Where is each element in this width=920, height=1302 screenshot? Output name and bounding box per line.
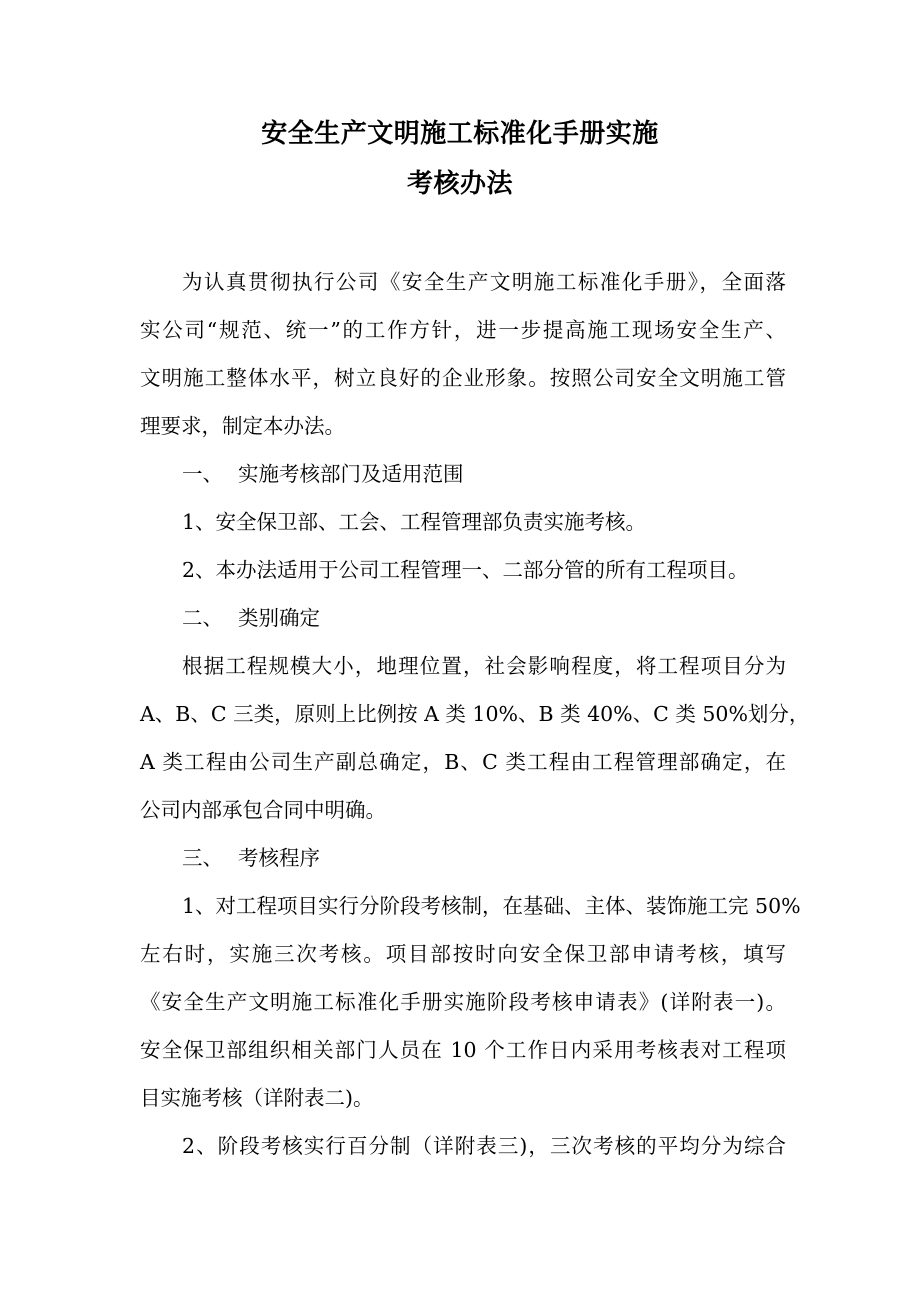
section-3-item-1-line-1: 1、对工程项目实行分阶段考核制，在基础、主体、装饰施工完 50% xyxy=(182,894,801,918)
section-2-para-line-2: A、B、C 三类，原则上比例按 A 类 10%、B 类 40%、C 类 50%划分， xyxy=(140,702,810,726)
document-title-line1: 安全生产文明施工标准化手册实施 xyxy=(261,119,659,149)
section-3-item-1-line-4: 安全保卫部组织相关部门人员在 10 个工作日内采用考核表对工程项 xyxy=(140,1038,786,1062)
section-3-item-2-line-1: 2、阶段考核实行百分制（详附表三)，三次考核的平均分为综合 xyxy=(182,1134,786,1158)
section-2-para-line-4: 公司内部承包合同中明确。 xyxy=(140,798,386,822)
section-2-para-line-3: A 类工程由公司生产副总确定，B、C 类工程由工程管理部确定，在 xyxy=(140,750,786,774)
section-2-number: 二、 xyxy=(182,606,223,630)
section-1-item-2: 2、本办法适用于公司工程管理一、二部分管的所有工程项目。 xyxy=(182,558,749,582)
document-title-line2: 考核办法 xyxy=(406,169,513,199)
intro-line-2: 实公司“规范、统一”的工作方针，进一步提高施工现场安全生产、 xyxy=(140,318,786,342)
section-2-title: 类别确定 xyxy=(238,606,320,630)
section-3-number: 三、 xyxy=(182,846,223,870)
section-1-title: 实施考核部门及适用范围 xyxy=(238,462,464,486)
intro-line-4: 理要求，制定本办法。 xyxy=(140,414,345,438)
section-3-item-1-line-3: 《安全生产文明施工标准化手册实施阶段考核申请表》(详附表一)。 xyxy=(140,990,786,1014)
section-3-heading xyxy=(182,848,320,869)
section-3-item-1-line-5: 目实施考核（详附表二)。 xyxy=(140,1086,374,1110)
section-2-para-line-1: 根据工程规模大小，地理位置，社会影响程度，将工程项目分为 xyxy=(182,654,786,678)
intro-line-3: 文明施工整体水平，树立良好的企业形象。按照公司安全文明施工管 xyxy=(140,366,786,390)
section-2-heading xyxy=(182,608,320,629)
section-3-title: 考核程序 xyxy=(238,846,320,870)
section-3-item-1-line-2: 左右时，实施三次考核。项目部按时向安全保卫部申请考核，填写 xyxy=(140,942,786,966)
intro-line-1: 为认真贯彻执行公司《安全生产文明施工标准化手册》，全面落 xyxy=(182,270,786,294)
section-1-item-1: 1、安全保卫部、工会、工程管理部负责实施考核。 xyxy=(182,510,647,534)
section-1-heading xyxy=(182,464,464,485)
section-1-number: 一、 xyxy=(182,462,223,486)
